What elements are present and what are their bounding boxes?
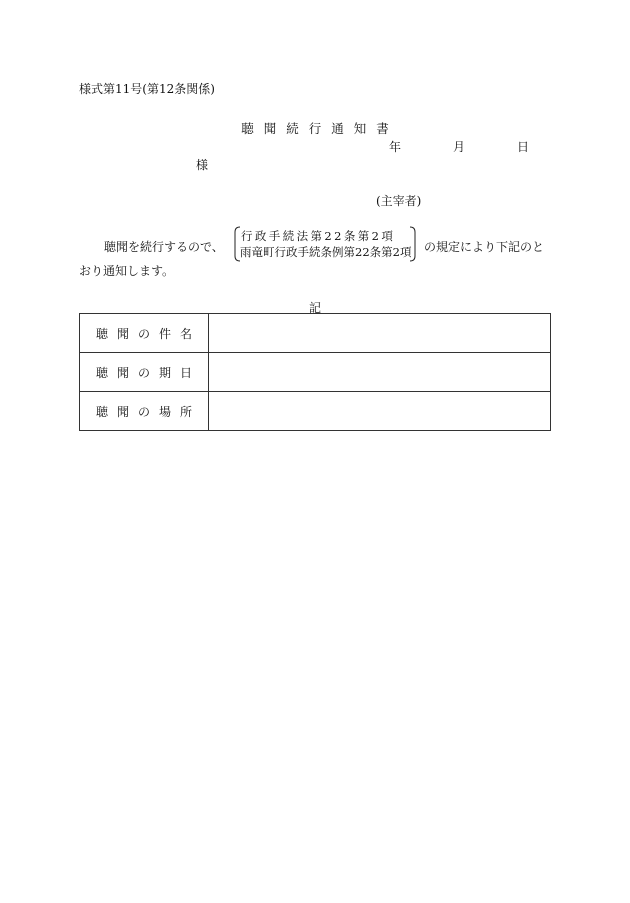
- law-citation-bracket: [233, 226, 417, 262]
- row-label-subject: 聴聞の件名: [80, 314, 209, 353]
- form-number: 様式第11号(第12条関係): [79, 82, 215, 96]
- addressee-honorific: 様: [196, 158, 209, 172]
- date-day: 日: [516, 140, 529, 154]
- sender-label: (主宰者): [376, 194, 422, 208]
- document-title: 聴聞続行通知書: [241, 121, 399, 136]
- date-year: 年: [388, 140, 401, 154]
- citation-line-1: 行政手続法第22条第2項: [241, 229, 396, 243]
- table-row: [80, 314, 551, 353]
- row-value-date: [209, 353, 551, 392]
- body-trail-text: の規定により下記のと: [424, 240, 545, 254]
- row-value-place: [209, 392, 551, 431]
- row-value-subject: [209, 314, 551, 353]
- row-label-date: 聴聞の期日: [80, 353, 209, 392]
- date-month: 月: [452, 140, 465, 154]
- ki-heading: 記: [308, 301, 321, 315]
- table-row: [80, 353, 551, 392]
- body-lead-text: 聴聞を続行するので、: [104, 240, 224, 254]
- table-row: [80, 392, 551, 431]
- citation-line-2: 雨竜町行政手続条例第22条第2項: [240, 245, 412, 259]
- hearing-details-table: [79, 313, 551, 431]
- row-label-place: 聴聞の場所: [80, 392, 209, 431]
- date-line: [363, 138, 529, 155]
- body-continuation-text: おり通知します。: [79, 264, 175, 278]
